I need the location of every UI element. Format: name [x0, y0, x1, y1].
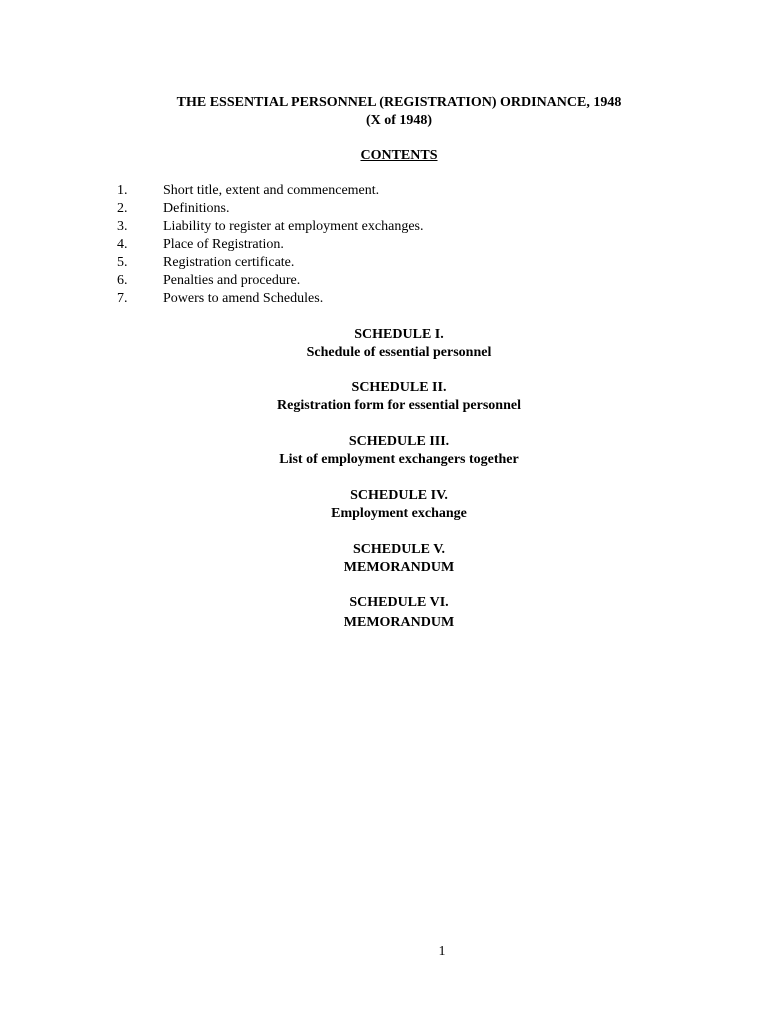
contents-item-text: Powers to amend Schedules. — [163, 291, 324, 306]
document-subtitle: (X of 1948) — [365, 113, 433, 128]
schedule-description: MEMORANDUM — [343, 560, 455, 575]
contents-item-number: 4. — [117, 237, 128, 252]
contents-item-text: Definitions. — [163, 201, 230, 216]
contents-list — [117, 182, 423, 308]
contents-item-text: Place of Registration. — [163, 237, 284, 252]
contents-item-number: 6. — [117, 273, 128, 288]
contents-heading: CONTENTS — [360, 148, 438, 163]
schedule-heading: SCHEDULE III. — [348, 434, 450, 449]
schedule-block — [0, 541, 770, 577]
schedule-heading: SCHEDULE V. — [352, 542, 446, 557]
schedule-heading: SCHEDULE II. — [351, 380, 447, 395]
document-title: THE ESSENTIAL PERSONNEL (REGISTRATION) ORDINANCE, 1948 — [176, 95, 622, 110]
contents-item-text: Penalties and procedure. — [163, 273, 301, 288]
contents-item-number: 1. — [117, 183, 128, 198]
schedule-heading: SCHEDULE VI. — [349, 595, 449, 610]
schedule-block — [0, 326, 770, 362]
schedule-heading: SCHEDULE IV. — [350, 488, 448, 503]
schedule-description: Employment exchange — [331, 506, 467, 521]
contents-item — [117, 182, 423, 200]
contents-item — [117, 200, 423, 218]
schedule-block — [0, 594, 770, 632]
contents-item-text: Short title, extent and commencement. — [163, 183, 380, 198]
contents-item — [117, 254, 423, 272]
contents-item-number: 7. — [117, 291, 128, 306]
contents-item-number: 2. — [117, 201, 128, 216]
contents-item-text: Registration certificate. — [163, 255, 295, 270]
contents-item-number: 5. — [117, 255, 128, 270]
contents-item-number: 3. — [117, 219, 128, 234]
page-number: 1 — [438, 944, 446, 959]
contents-item-text: Liability to register at employment exchanges. — [163, 219, 424, 234]
schedule-description: List of employment exchangers together — [279, 452, 519, 467]
schedule-block — [0, 379, 770, 415]
contents-item — [117, 218, 423, 236]
contents-item — [117, 272, 423, 290]
schedule-block — [0, 433, 770, 469]
contents-item — [117, 290, 423, 308]
schedule-heading: SCHEDULE I. — [354, 327, 444, 342]
schedule-description: MEMORANDUM — [343, 615, 455, 630]
schedule-block — [0, 487, 770, 523]
schedule-description: Schedule of essential personnel — [306, 345, 492, 360]
schedule-description: Registration form for essential personnel — [277, 398, 521, 413]
contents-item — [117, 236, 423, 254]
